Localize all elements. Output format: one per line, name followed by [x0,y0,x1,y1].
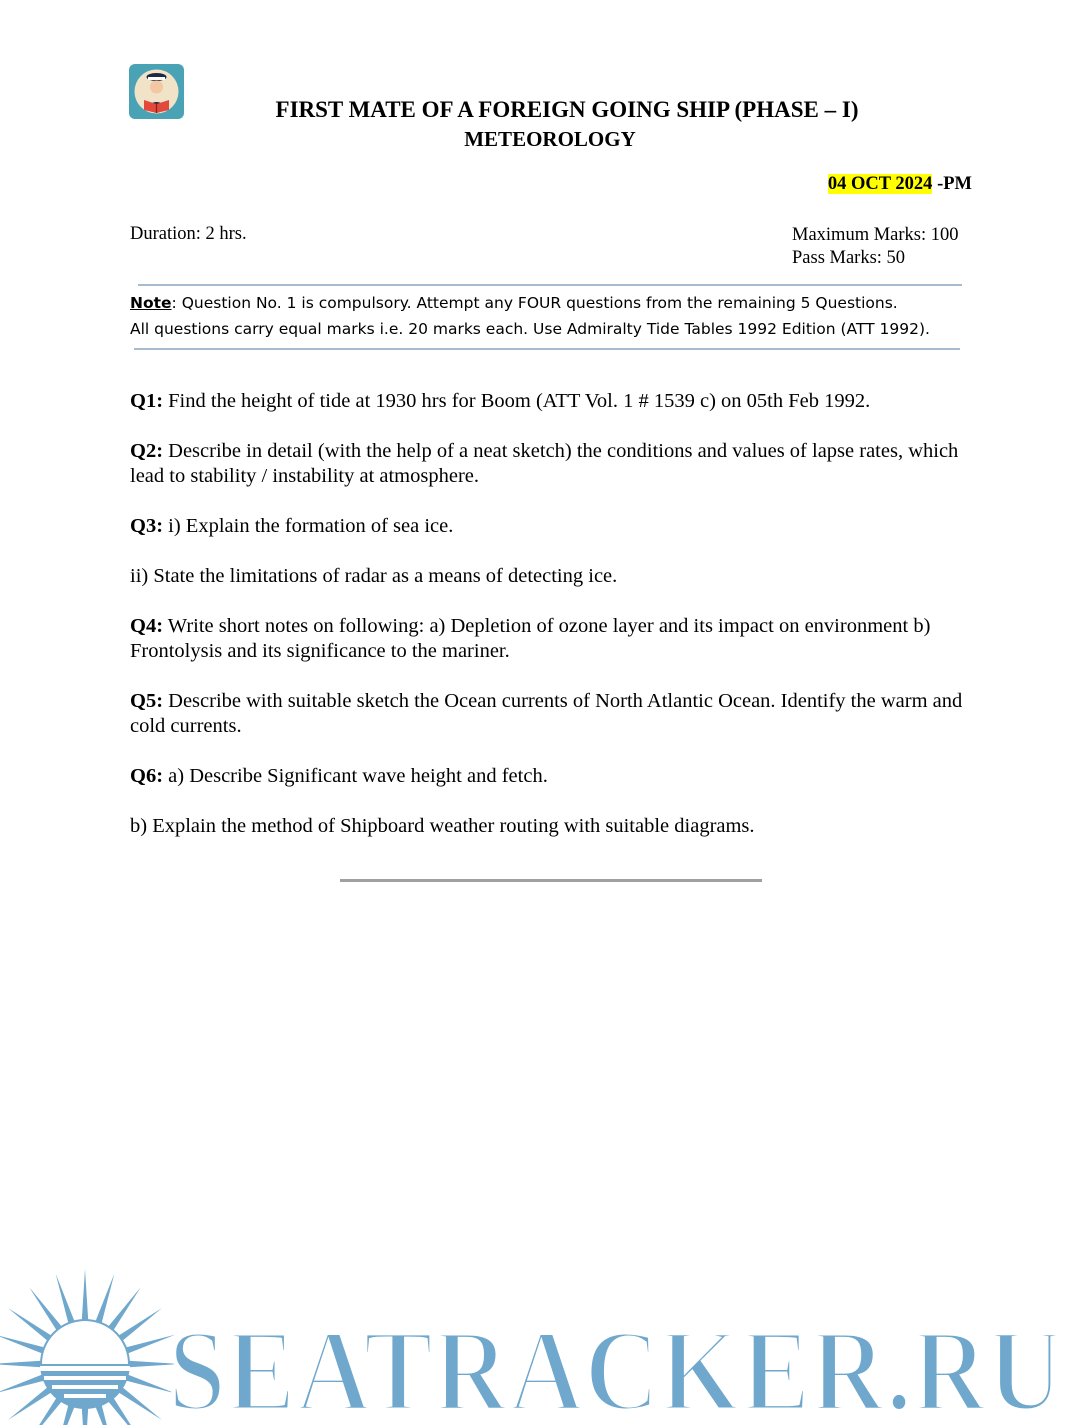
sun-rays-icon [0,1269,180,1425]
sun-ray [0,1335,48,1355]
note-bottom-divider [134,348,960,350]
sun-ray [82,1269,89,1324]
marks-block [792,224,959,270]
question-text: Write short notes on following: a) Depletion of ozone layer and its impact on environment b) Frontolysis and its significance to the mariner. [130,615,931,662]
question-6-part-b [130,814,980,839]
question-label: Q1: [130,390,164,412]
sun-ray [56,1274,76,1328]
question-text: a) Describe Significant wave height and fetch. [163,765,548,787]
question-text: Find the height of tide at 1930 hrs for Boom (ATT Vol. 1 # 1539 c) on 05th Feb 1992. [163,390,871,412]
watermark-text: SEATRACKER.RU [168,1305,1063,1425]
end-of-paper-divider [340,879,762,882]
question-4 [130,614,980,664]
question-text: i) Explain the formation of sea ice. [163,515,454,537]
question-3-part-ii [130,564,980,589]
question-5 [130,689,980,739]
pass-marks: Pass Marks: 50 [792,248,906,268]
instructions-note [130,290,970,342]
note-label: Note [130,294,172,312]
sun-ray [0,1361,45,1368]
note-line-1 [130,290,970,316]
max-marks: Maximum Marks: 100 [792,225,959,245]
question-label: Q4: [130,615,164,637]
question-2 [130,439,980,489]
watermark [0,1262,1080,1425]
question-label: Q5: [130,690,164,712]
subject-title: METEOROLOGY [464,127,636,151]
question-text: Describe with suitable sketch the Ocean currents of North Atlantic Ocean. Identify the warm and cold currents. [130,690,963,737]
question-text: Describe in detail (with the help of a neat sketch) the conditions and values of lapse rates, which lead to stability / instability at atmosphere. [130,440,959,487]
question-1 [130,389,980,414]
question-3 [130,514,980,539]
question-text: ii) State the limitations of radar as a means of detecting ice. [130,565,618,587]
question-text: b) Explain the method of Shipboard weather routing with suitable diagrams. [130,815,755,837]
note-line-2: All questions carry equal marks i.e. 20 marks each. Use Admiralty Tide Tables 1992 Edition (ATT 1992). [130,320,930,338]
exam-session: -PM [932,174,972,194]
duration: Duration: 2 hrs. [130,224,247,244]
note-top-divider [138,284,962,286]
exam-title: FIRST MATE OF A FOREIGN GOING SHIP (PHASE – I) [275,97,859,122]
question-6 [130,764,980,789]
exam-date-highlight: 04 OCT 2024 [827,174,933,194]
exam-date [828,174,972,195]
note-text-1: : Question No. 1 is compulsory. Attempt any FOUR questions from the remaining 5 Questions. [171,294,898,312]
question-label: Q3: [130,515,164,537]
sun-ray [94,1274,114,1328]
question-label: Q2: [130,440,164,462]
sun-ray [0,1373,48,1393]
question-label: Q6: [130,765,164,787]
